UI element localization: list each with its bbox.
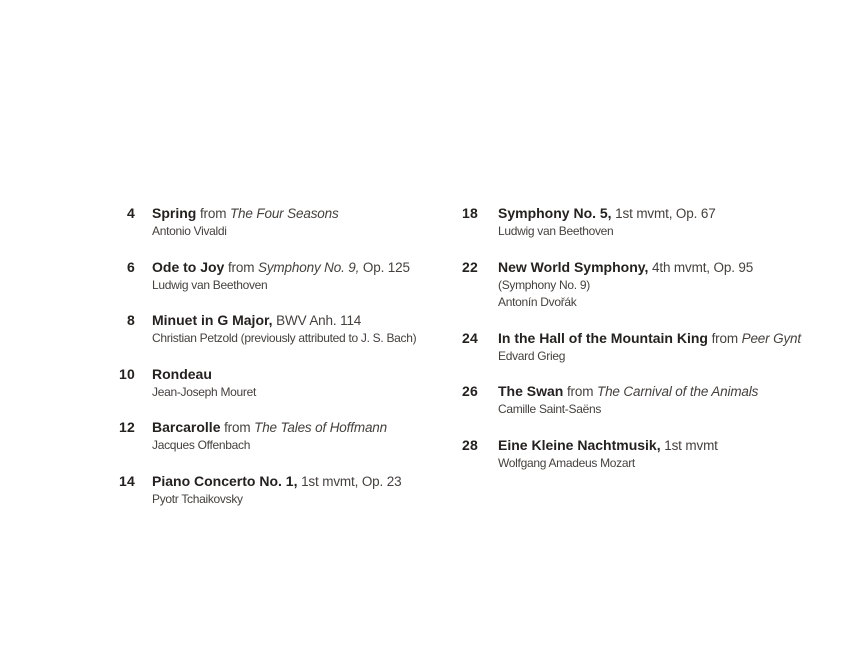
- entry-text: [152, 365, 442, 402]
- page-number: 12: [119, 419, 135, 435]
- title-segment: The Carnival of the Animals: [596, 384, 759, 399]
- toc-entry: [98, 311, 442, 348]
- composer-lines: [498, 401, 864, 419]
- toc-entry: [442, 382, 864, 419]
- toc-column-right: [442, 204, 864, 489]
- entry-text: [152, 472, 442, 509]
- toc-entry: [442, 329, 864, 366]
- composer-lines: [152, 330, 442, 348]
- piece-title-line: [152, 418, 442, 437]
- title-segment: Eine Kleine Nachtmusik,: [498, 436, 661, 453]
- page-number: 14: [119, 472, 135, 489]
- toc-entry: [98, 258, 442, 295]
- page-number: 6: [127, 258, 135, 275]
- toc-entry: [442, 258, 864, 312]
- page-number: 24: [462, 329, 478, 346]
- title-segment: 1st mvmt: [660, 437, 718, 453]
- piece-title-line: [152, 204, 442, 223]
- piece-title-line: [498, 204, 864, 223]
- title-segment: New World Symphony,: [498, 258, 649, 275]
- title-segment: Minuet in G Major,: [152, 312, 273, 328]
- toc-entry: [98, 204, 442, 241]
- piece-title-line: [152, 311, 442, 330]
- piece-title-line: [498, 329, 864, 348]
- page-number: 4: [127, 205, 135, 221]
- title-segment: from: [220, 420, 255, 435]
- composer-line: Antonín Dvořák: [498, 295, 577, 309]
- title-segment: The Four Seasons: [229, 206, 339, 221]
- title-segment: Peer Gynt: [741, 330, 802, 346]
- entry-text: [498, 204, 864, 241]
- page-number: 26: [462, 383, 478, 399]
- page-number: 8: [127, 312, 135, 328]
- entry-text: [498, 436, 864, 473]
- composer-lines: [152, 384, 442, 402]
- toc-entry: [98, 365, 442, 402]
- page-number: 10: [119, 365, 135, 382]
- piece-title-line: [152, 258, 442, 277]
- title-segment: from: [707, 330, 742, 346]
- toc-column-left: [98, 204, 442, 525]
- title-segment: In the Hall of the Mountain King: [498, 329, 708, 346]
- composer-lines: [498, 277, 864, 312]
- composer-line: Ludwig van Beethoven: [498, 224, 614, 238]
- piece-title-line: [152, 365, 442, 384]
- composer-line: Ludwig van Beethoven: [152, 277, 268, 292]
- composer-line: Camille Saint-Saëns: [498, 402, 602, 416]
- composer-lines: [498, 455, 864, 473]
- entry-text: [498, 258, 864, 312]
- toc-entry: [442, 204, 864, 241]
- toc-entry: [98, 418, 442, 455]
- title-segment: Symphony No. 9,: [257, 259, 360, 275]
- page-number: 18: [462, 205, 478, 221]
- piece-title-line: [498, 258, 864, 277]
- title-segment: Barcarolle: [152, 419, 221, 435]
- composer-line: (Symphony No. 9): [498, 277, 590, 292]
- title-segment: 1st mvmt, Op. 23: [297, 473, 402, 489]
- title-segment: Ode to Joy: [152, 258, 225, 275]
- title-segment: Op. 125: [359, 259, 410, 275]
- toc-entry: [442, 436, 864, 473]
- piece-title-line: [152, 472, 442, 491]
- title-segment: Rondeau: [152, 365, 212, 382]
- title-segment: Spring: [152, 205, 197, 221]
- title-segment: 1st mvmt, Op. 67: [611, 206, 716, 221]
- title-segment: from: [196, 206, 230, 221]
- composer-line: Pyotr Tchaikovsky: [152, 491, 243, 506]
- title-segment: from: [563, 384, 597, 399]
- entry-text: [498, 382, 864, 419]
- title-segment: The Tales of Hoffmann: [254, 420, 388, 435]
- entry-text: [152, 258, 442, 295]
- composer-line: Edvard Grieg: [498, 348, 566, 363]
- composer-line: Wolfgang Amadeus Mozart: [498, 455, 635, 470]
- composer-line: Antonio Vivaldi: [152, 224, 227, 238]
- piece-title-line: [498, 382, 864, 401]
- composer-line: Jean-Joseph Mouret: [152, 384, 256, 399]
- composer-lines: [152, 491, 442, 509]
- page-number: 28: [462, 436, 478, 453]
- entry-text: [152, 418, 442, 455]
- title-segment: Piano Concerto No. 1,: [152, 472, 298, 489]
- entry-text: [498, 329, 864, 366]
- composer-lines: [152, 437, 442, 455]
- composer-lines: [498, 223, 864, 241]
- composer-lines: [152, 277, 442, 295]
- page-number: 22: [462, 258, 478, 275]
- title-segment: BWV Anh. 114: [272, 313, 362, 328]
- entry-text: [152, 311, 442, 348]
- composer-lines: [498, 348, 864, 366]
- piece-title-line: [498, 436, 864, 455]
- toc-entry: [98, 472, 442, 509]
- composer-line: Christian Petzold (previously attributed to J. S. Bach): [152, 331, 417, 345]
- entry-text: [152, 204, 442, 241]
- composer-line: Jacques Offenbach: [152, 438, 251, 452]
- title-segment: from: [224, 259, 258, 275]
- title-segment: Symphony No. 5,: [498, 205, 612, 221]
- composer-lines: [152, 223, 442, 241]
- title-segment: 4th mvmt, Op. 95: [648, 259, 754, 275]
- title-segment: The Swan: [498, 383, 564, 399]
